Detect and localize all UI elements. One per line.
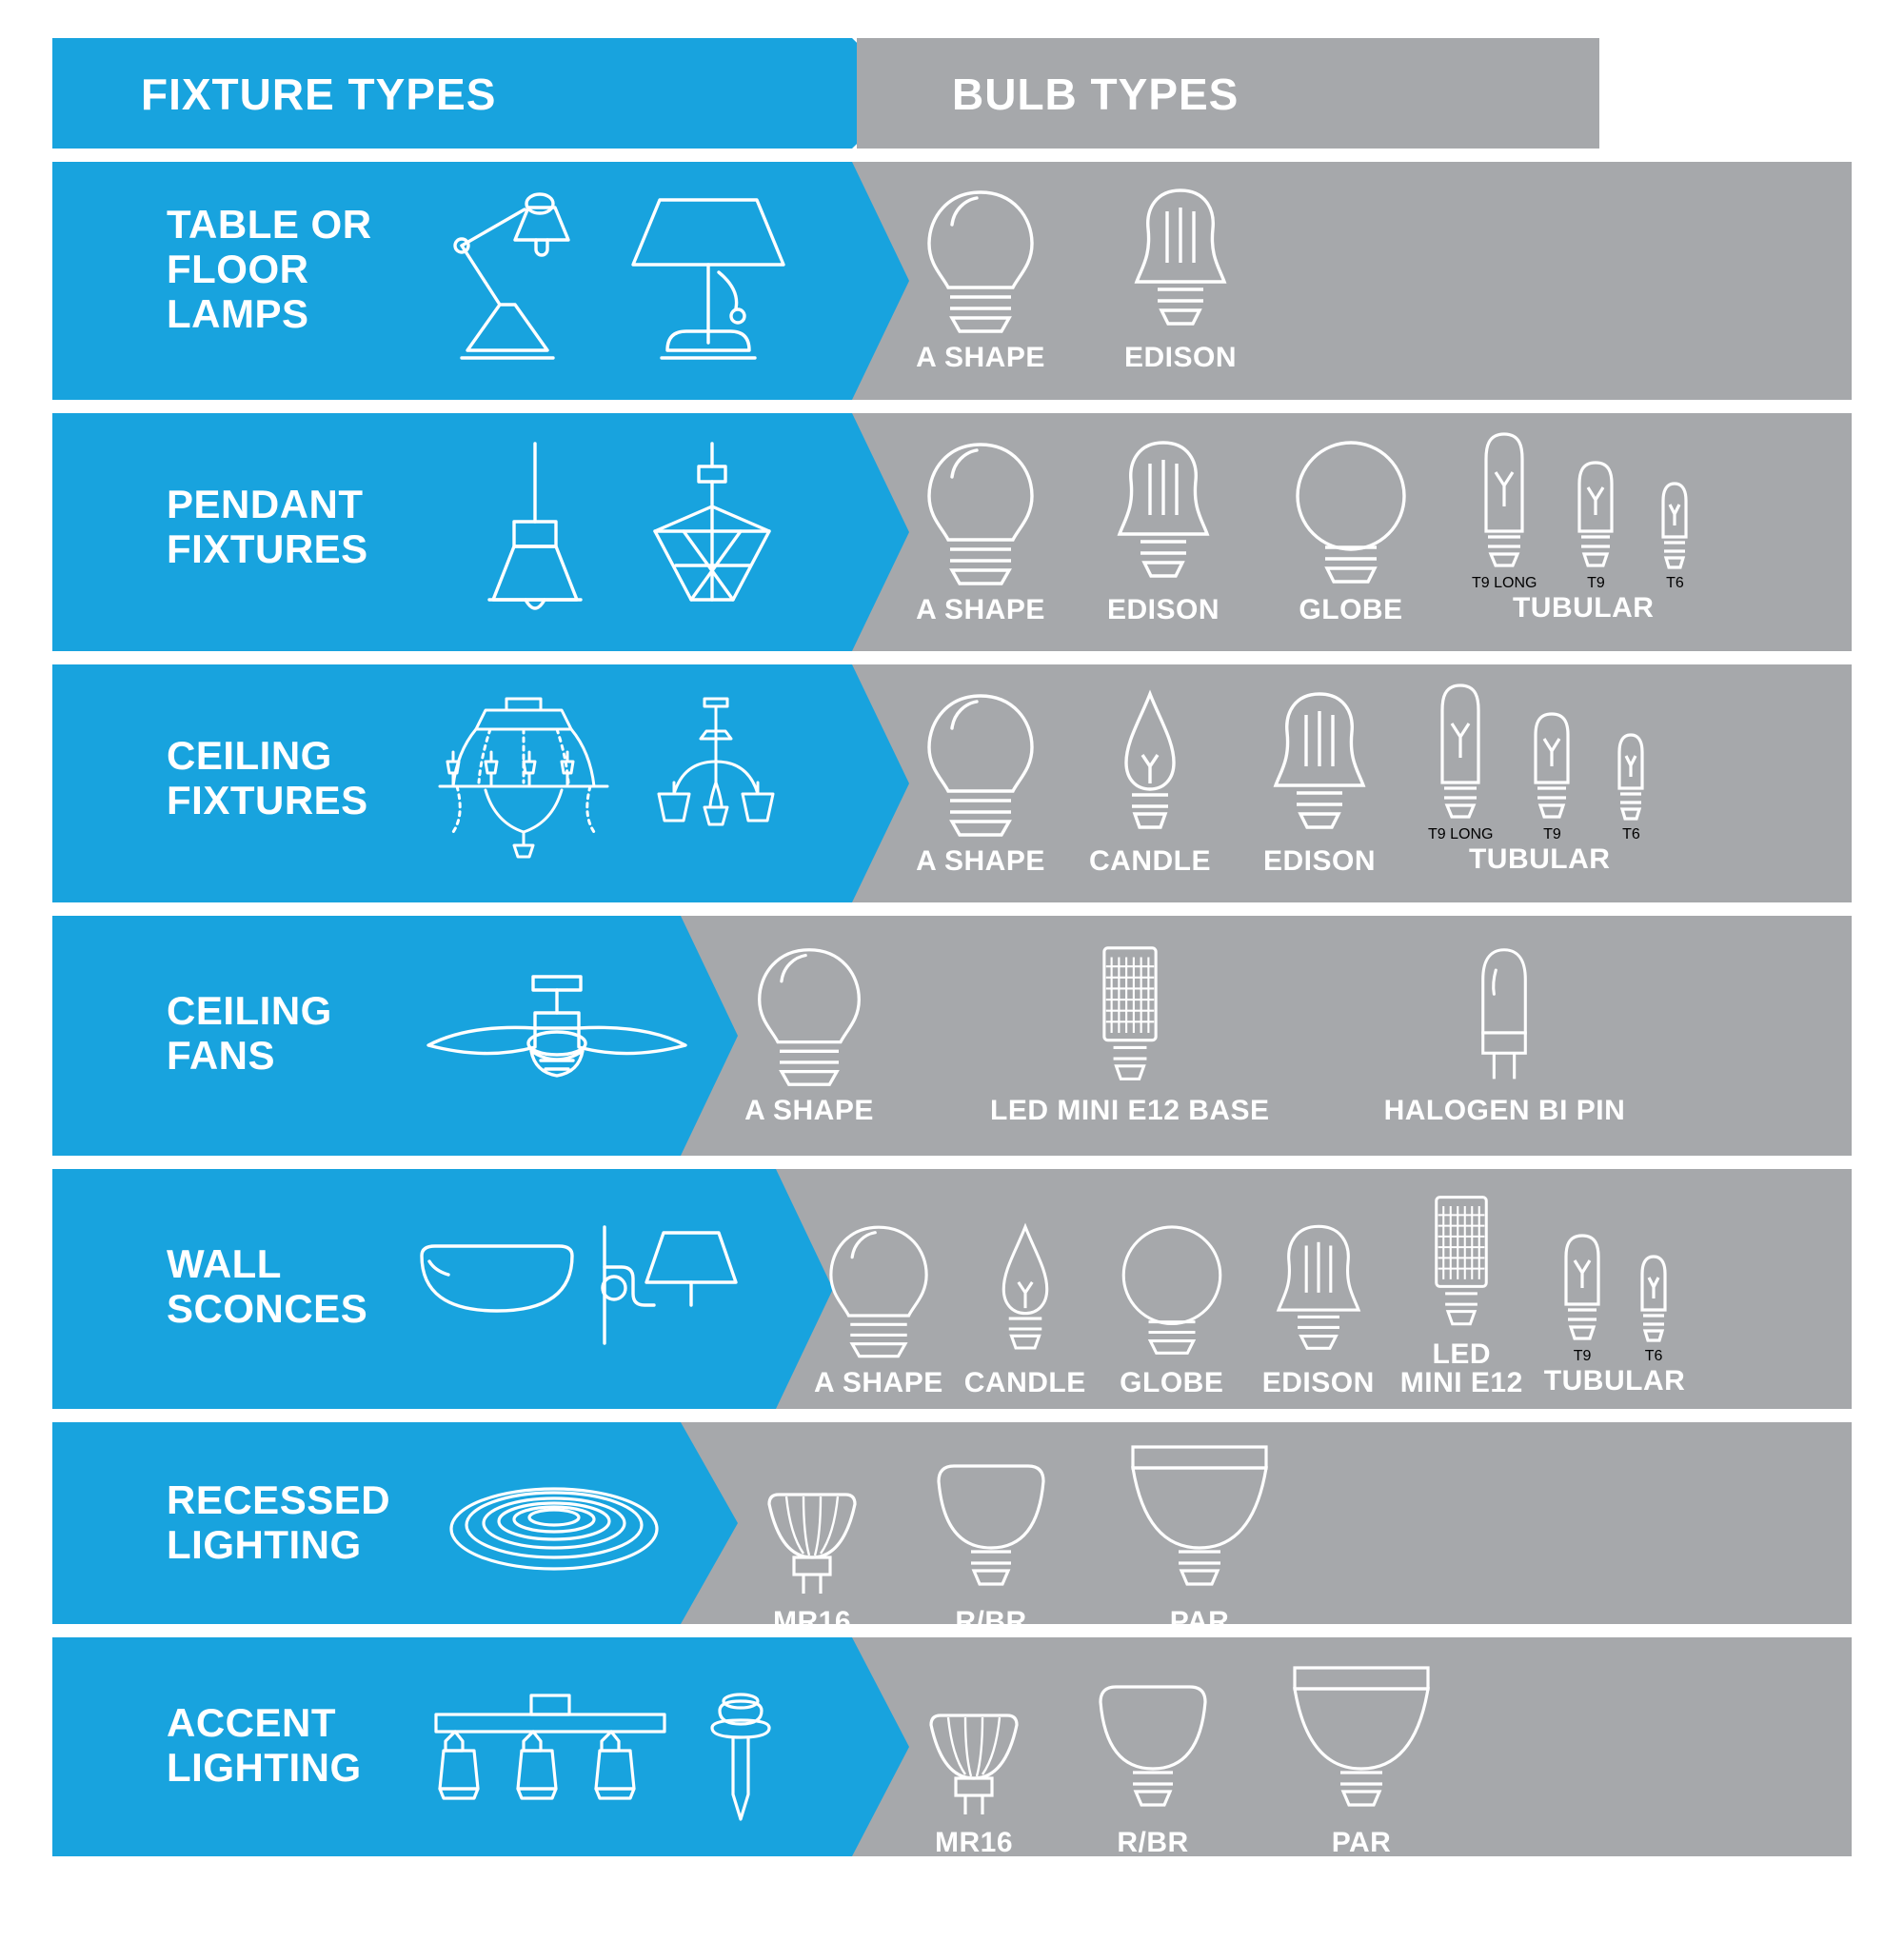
fixture-label-line: FIXTURES [167,526,368,572]
fixture-label-line: FANS [167,1033,276,1079]
bulb-label: GLOBE [1299,593,1403,625]
bulb-label: PAR [1169,1606,1230,1637]
bulb-candle [964,1219,1086,1398]
edison-bulb-icon [1114,185,1247,337]
bulb-label [1400,1340,1523,1397]
bulb-label: GLOBE [1120,1366,1224,1398]
fixture-icons-ceiling-fixtures [419,695,828,876]
fixture-label-line: CEILING [167,733,332,778]
bulb-edison [1258,1219,1379,1398]
path-light-icon [712,1694,769,1819]
fixture-label-line: SCONCES [167,1286,368,1332]
bulb-halogen-bi-pin [1384,942,1626,1126]
bulb-r-br [929,1458,1053,1637]
tubular-t9-long [1472,430,1537,592]
fixture-icons-accent-lighting [426,1690,807,1833]
edison-bulb-icon [1253,688,1386,841]
bulb-label-line: LED [1432,1338,1492,1370]
tubular-t6 [1634,1253,1674,1365]
fixture-label-table-or-floor-lamps [167,202,372,336]
tubular-sub-label: T9 [1543,826,1561,842]
fixture-label-line: LIGHTING [167,1522,362,1568]
row-recessed-lighting [0,1422,1904,1637]
bulb-label: EDISON [1123,342,1238,373]
bulb-a-shape [914,185,1047,373]
bulb-mr16 [923,1696,1024,1858]
fixture-label-ceiling-fans [167,988,332,1078]
fixture-label-line: TABLE OR [167,202,372,247]
bulb-list-pendant-fixtures [914,430,1695,624]
par-bulb-icon [1281,1660,1441,1822]
par-bulb-icon [1120,1439,1279,1601]
bulb-list-accent-lighting [923,1660,1441,1858]
r-br-bulb-icon [1091,1679,1215,1822]
fixture-label-line: FIXTURES [167,778,368,823]
tubular-t9 [1569,459,1622,592]
row-ceiling-fans [0,916,1904,1156]
bulb-label: EDISON [1262,844,1377,877]
bulb-edison [1114,185,1247,373]
bulb-label: LED MINI E12 BASE [990,1095,1270,1126]
bulb-a-shape [814,1219,943,1398]
bulb-a-shape [914,688,1047,877]
bulb-tubular-group [1428,682,1651,876]
fixture-label-wall-sconces [167,1241,367,1331]
row-pendant-fixtures [0,413,1904,651]
bulb-list-wall-sconces [814,1192,1685,1397]
row-table-or-floor-lamps [0,162,1904,400]
tubular-t6 [1655,480,1695,592]
header [0,38,1904,149]
bulb-tubular-group [1544,1232,1685,1397]
bulb-label: EDISON [1261,1366,1375,1398]
led-mini-e12-icon [1086,942,1174,1090]
bulb-led-mini-e12 [990,942,1270,1126]
fixture-label-ceiling-fixtures [167,733,368,822]
recessed-can-icon [451,1489,657,1569]
fixture-label-line: ACCENT [167,1700,336,1745]
lighting-guide-infographic [0,38,1904,1942]
bulb-label: TUBULAR [1468,843,1611,875]
edison-bulb-icon [1258,1219,1379,1362]
fixture-label-recessed-lighting [167,1477,390,1567]
tubular-t9 [1556,1232,1609,1365]
chandelier-large-icon [440,699,607,857]
track-lighting-icon [436,1695,664,1798]
bulb-list-table-or-floor-lamps [914,185,1247,373]
header-bulb-title: BULB TYPES [952,69,1240,119]
a-shape-bulb-icon [914,185,1047,337]
fixture-label-line: FLOOR [167,247,309,292]
fixture-label-line: LAMPS [167,291,309,337]
bulb-label: MR16 [934,1827,1014,1858]
tubular-t6 [1611,731,1651,843]
a-shape-bulb-icon [914,688,1047,841]
bulb-led-mini-e12 [1400,1192,1523,1397]
desk-lamp-icon [455,194,568,358]
bulb-label: A SHAPE [744,1095,874,1126]
fixture-label-line: PENDANT [167,482,364,526]
candle-bulb-icon [978,1219,1073,1362]
bulb-label-line: MINI E12 [1399,1367,1523,1398]
tubular-sub-label: T6 [1622,826,1640,842]
fixture-icons-ceiling-fans [419,975,695,1099]
bulb-label: PAR [1331,1827,1392,1858]
a-shape-bulb-icon [743,942,876,1090]
bulb-label: A SHAPE [916,593,1045,625]
edison-bulb-icon [1097,437,1230,589]
tubular-group-icon [1472,430,1695,592]
pendant-cage-icon [655,444,769,600]
bulb-list-ceiling-fixtures [914,682,1651,876]
fixture-label-line: CEILING [167,988,332,1033]
tubular-sub-label: T9 [1587,575,1605,591]
bulb-edison [1097,437,1230,625]
bulb-par [1281,1660,1441,1858]
tubular-sub-label: T6 [1666,575,1684,591]
row-wall-sconces [0,1169,1904,1409]
led-mini-e12-icon [1419,1192,1503,1335]
tubular-sub-label: T6 [1644,1348,1663,1364]
fixture-icons-wall-sconces [414,1221,747,1355]
tubular-t9 [1525,710,1578,843]
globe-bulb-icon [1107,1219,1237,1362]
wall-bowl-sconce-icon [422,1246,572,1311]
bulb-list-ceiling-fans [743,942,1625,1126]
mr16-bulb-icon [923,1696,1024,1822]
mr16-bulb-icon [762,1476,863,1601]
bulb-tubular-group [1472,430,1695,624]
fixture-icons-recessed-lighting [447,1483,666,1578]
bulb-a-shape [743,942,876,1126]
fixture-label-line: RECESSED [167,1477,391,1522]
fixture-label-pendant-fixtures [167,482,368,571]
fixture-label-line: WALL [167,1241,282,1286]
fixture-icons-table-or-floor-lamps [433,190,833,371]
tubular-sub-label: T9 LONG [1472,575,1537,591]
bulb-label: A SHAPE [916,342,1045,373]
bulb-label: EDISON [1106,593,1220,625]
candle-bulb-icon [1098,688,1202,841]
bulb-label: TUBULAR [1543,1365,1686,1397]
bulb-label: CANDLE [963,1366,1086,1398]
bulb-label: A SHAPE [814,1366,943,1398]
tubular-group-icon [1556,1232,1674,1365]
header-fixture-title: FIXTURE TYPES [141,69,497,119]
fixture-label-accent-lighting [167,1700,362,1790]
halogen-bi-pin-icon [1461,942,1547,1090]
tubular-sub-label: T9 LONG [1428,826,1494,842]
bulb-label: R/BR [1117,1827,1189,1858]
tubular-group-icon [1428,682,1651,843]
bulb-edison [1253,688,1386,877]
bulb-r-br [1091,1679,1215,1858]
bulb-label: CANDLE [1089,844,1211,877]
bulb-candle [1089,688,1211,877]
bulb-label: TUBULAR [1512,592,1655,624]
tubular-sub-label: T9 [1573,1348,1592,1364]
table-lamp-icon [633,200,783,358]
pendant-cone-icon [489,444,581,608]
bulb-label: R/BR [955,1606,1027,1637]
bulb-mr16 [762,1476,863,1637]
fixture-icons-pendant-fixtures [447,440,828,625]
globe-bulb-icon [1279,437,1422,589]
bulb-list-recessed-lighting [762,1439,1279,1637]
bulb-label: A SHAPE [916,844,1045,877]
row-accent-lighting [0,1637,1904,1856]
bulb-a-shape [914,437,1047,625]
bulb-label: HALOGEN BI PIN [1383,1095,1626,1126]
wall-shade-sconce-icon [603,1227,736,1343]
bulb-globe [1107,1219,1237,1398]
bulb-globe [1279,437,1422,625]
bulb-label: MR16 [772,1606,852,1637]
chandelier-small-icon [659,699,773,824]
tubular-t9-long [1428,682,1493,843]
bulb-par [1120,1439,1279,1637]
a-shape-bulb-icon [817,1219,941,1362]
row-ceiling-fixtures [0,664,1904,902]
r-br-bulb-icon [929,1458,1053,1601]
fixture-label-line: LIGHTING [167,1745,362,1791]
a-shape-bulb-icon [914,437,1047,589]
ceiling-fan-icon [428,977,685,1076]
